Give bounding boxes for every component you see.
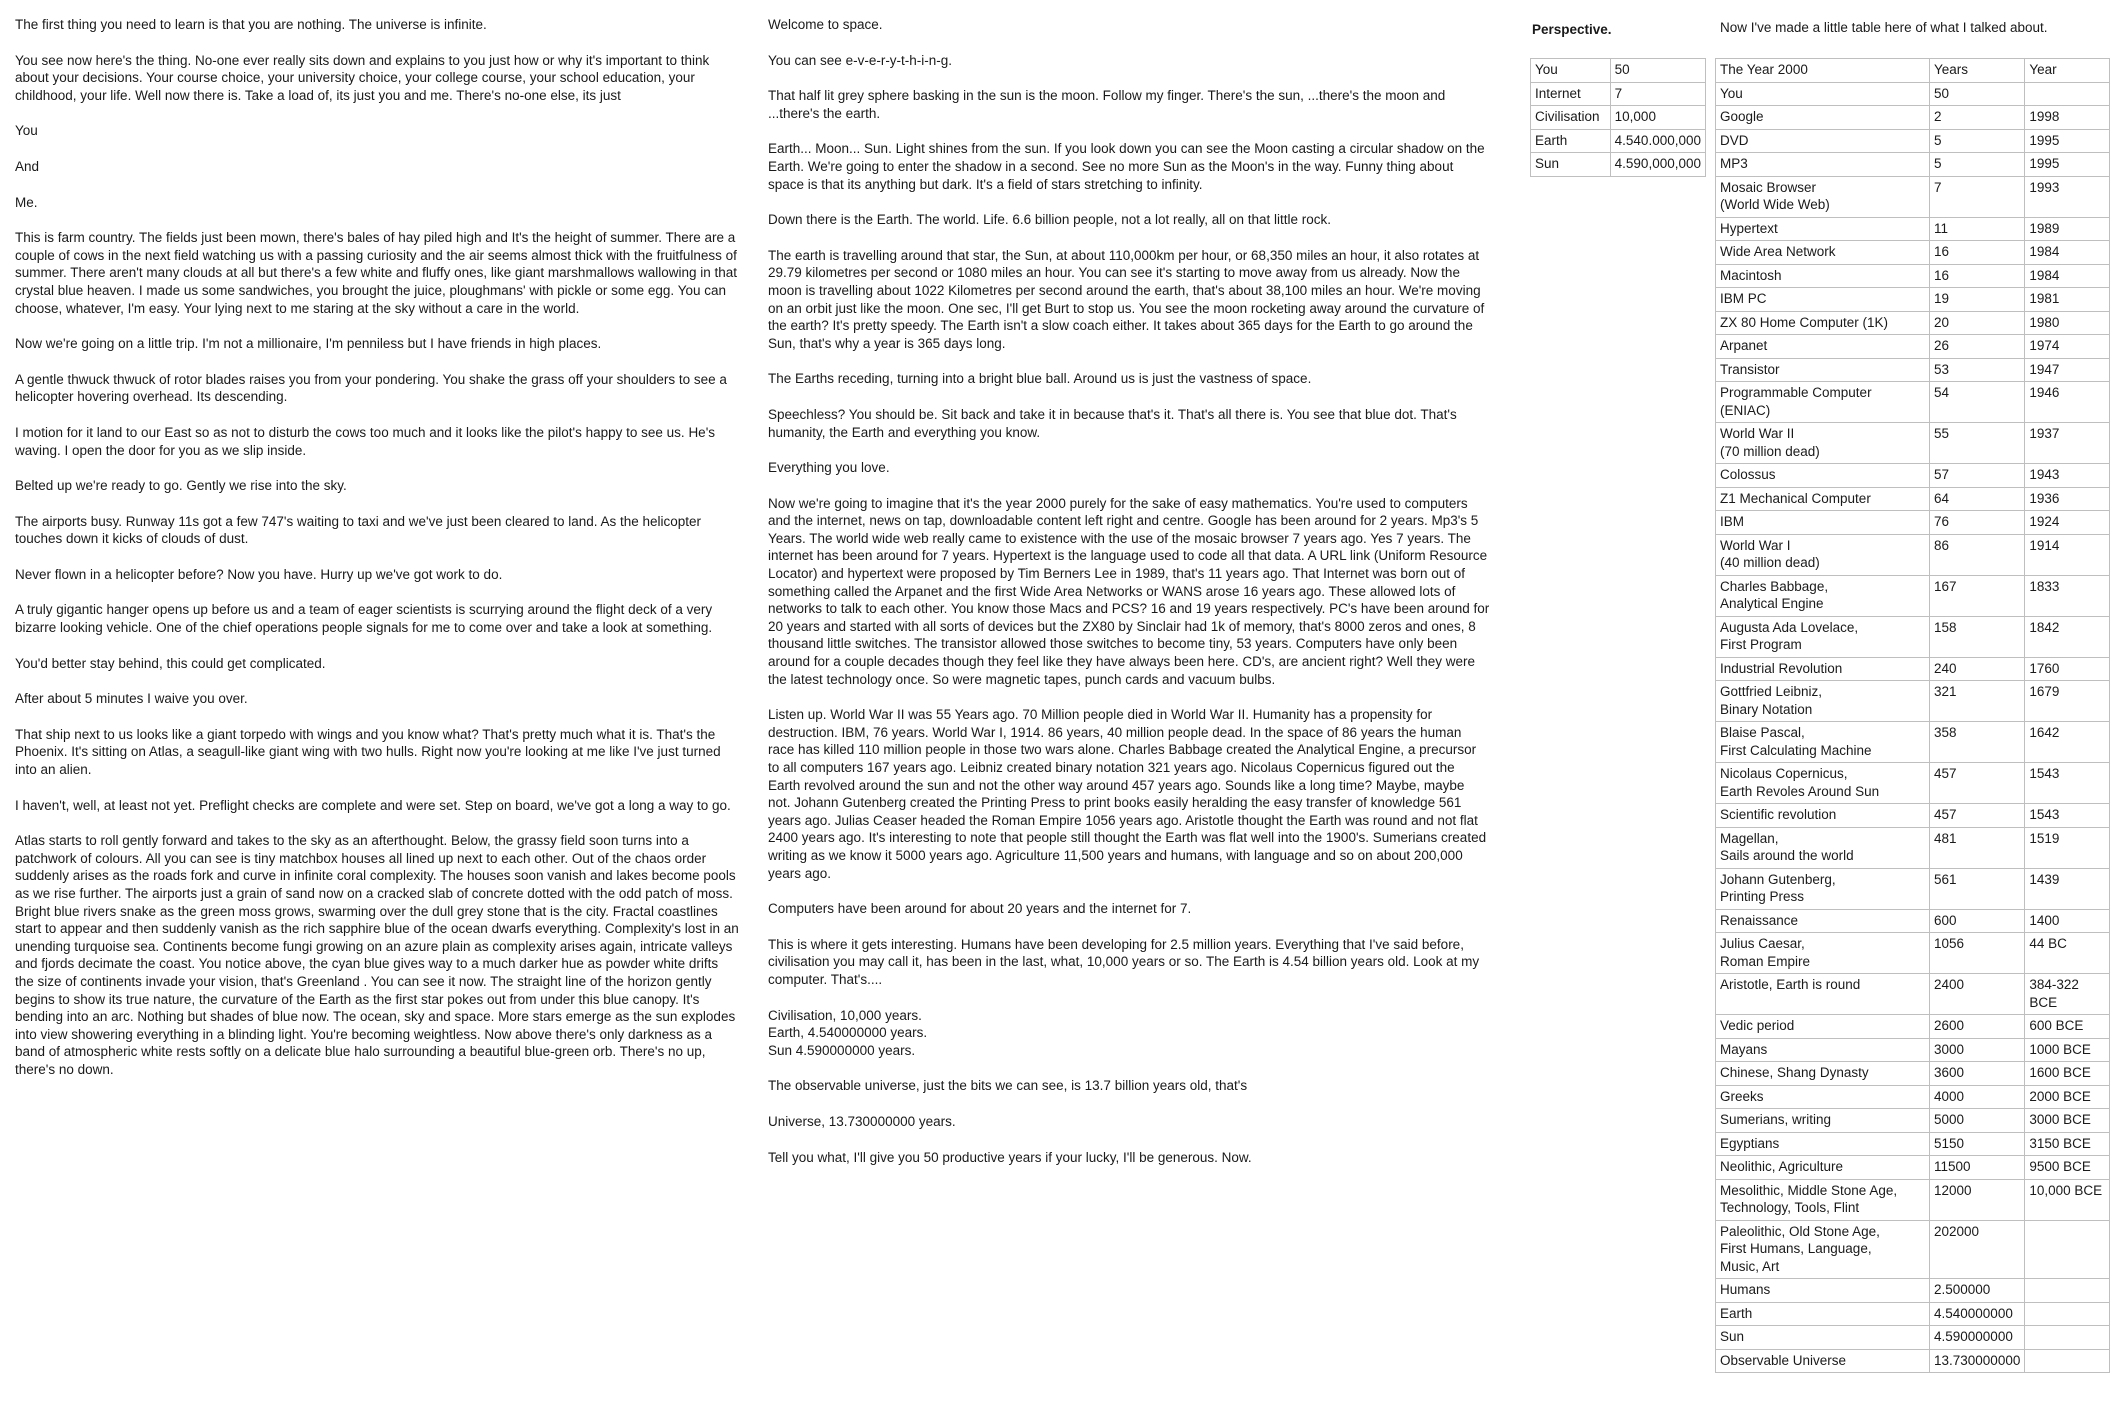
table-row (1716, 264, 2110, 288)
paragraph: Atlas starts to roll gently forward and takes to the sky as an afterthought. Below, the grassy field soon turns into a patchwork of colours. All you can see is tiny matchbox houses all lined up next to each other. Out of the chaos order suddenly arises as the roads fork and curve in infinite coral complexity. The houses soon vanish and lakes become pools as we rise further. The airports just a grain of sand now on a cracked slab of concrete dotted with the odd patch of moss. Bright blue rivers snake as the green moss grows, swarming over the dull grey stone that is the city. Fractal coastlines start to appear and then suddenly vanish as the rich sapphire blue of the ocean dwarfs everything. Complexity's lost in an unending turquoise sea. Continents become fungi growing on an azure plain as complexity arises again, intricate valleys and fjords decimate the coast. You notice above, the cyan blue gives way to a much darker hue as powder white drifts the size of continents invade your vision, that's Greenland . You can see it now. The straight line of the horizon gently begins to show its true nature, the curvature of the Earth as the first star pokes out from under this blue canopy. It's bending into an arc. Nothing but shades of blue now. The ocean, sky and space. More stars emerge as the sun explodes into view showering everything in a blinding light. You're becoming weightless. Now above there's only darkness as a band of atmospheric white rests softly on a delicate blue halo surrounding a beautiful blue-green orb. There's no up, there's no down. (15, 833, 739, 1077)
table-row (1716, 1015, 2110, 1039)
paragraph: The airports busy. Runway 11s got a few 747's waiting to taxi and we've just been cleared to land. As the helicopter touches down it kicks of clouds of dust. (15, 513, 702, 547)
table-cell: Programmable Computer (ENIAC) (1716, 382, 1930, 423)
table-cell: 1943 (2025, 464, 2110, 488)
table-cell: Years (1930, 59, 2025, 83)
table-cell: 10,000 (1610, 106, 1705, 130)
table-cell: 11500 (1930, 1156, 2025, 1180)
paragraph: Speechless? You should be. Sit back and take it in because that's it. That's all there is. You see that blue dot. That's humanity, the Earth and everything you know. (768, 406, 1457, 440)
table-cell: Sumerians, writing (1716, 1109, 1930, 1133)
table-cell: The Year 2000 (1716, 59, 1930, 83)
paragraph: That half lit grey sphere basking in the sun is the moon. Follow my finger. There's the sun, ...there's the moon and ...there's the earth. (768, 88, 1446, 121)
table-cell: 53 (1930, 358, 2025, 382)
table-cell: Paleolithic, Old Stone Age, First Humans, Language, Music, Art (1716, 1220, 1930, 1279)
table-row (1716, 423, 2110, 464)
paragraph: I haven't, well, at least not yet. Preflight checks are complete and were set. Step on board, we've got a long a way to go. (15, 797, 731, 813)
table-cell: 5 (1930, 129, 2025, 153)
table-row (1716, 575, 2110, 616)
table-cell: Blaise Pascal, First Calculating Machine (1716, 722, 1930, 763)
table-row (1716, 382, 2110, 423)
table-cell: World War I (40 million dead) (1716, 534, 1930, 575)
table-cell: 2600 (1930, 1015, 2025, 1039)
table-cell: 1989 (2025, 217, 2110, 241)
table-cell: You (1531, 59, 1611, 83)
table-cell: 7 (1610, 82, 1705, 106)
table-row (1716, 1349, 2110, 1373)
table-row (1716, 464, 2110, 488)
table-row (1716, 153, 2110, 177)
table-cell (2025, 1349, 2110, 1373)
table-cell: Mosaic Browser (World Wide Web) (1716, 176, 1930, 217)
table-cell: 481 (1930, 827, 2025, 868)
table-cell: 202000 (1930, 1220, 2025, 1279)
table-cell: 1993 (2025, 176, 2110, 217)
table-cell: 3150 BCE (2025, 1132, 2110, 1156)
table-cell: 1439 (2025, 868, 2110, 909)
table-row (1716, 1279, 2110, 1303)
table-cell: 600 (1930, 909, 2025, 933)
table-row (1716, 868, 2110, 909)
table-row (1716, 1179, 2110, 1220)
years-table-title: Now I've made a little table here of what I talked about. (1720, 20, 2048, 35)
paragraph: After about 5 minutes I waive you over. (15, 691, 248, 707)
table-cell: Chinese, Shang Dynasty (1716, 1062, 1930, 1086)
paragraph: Welcome to space. (768, 17, 883, 32)
paragraph: And (15, 158, 40, 174)
table-cell: 1543 (2025, 804, 2110, 828)
table-cell: Transistor (1716, 358, 1930, 382)
table-row (1716, 1220, 2110, 1279)
table-cell: Julius Caesar, Roman Empire (1716, 933, 1930, 974)
table-row (1716, 82, 2110, 106)
table-cell: Mayans (1716, 1038, 1930, 1062)
table-row (1716, 176, 2110, 217)
table-cell: 2.500000 (1930, 1279, 2025, 1303)
table-cell: 3000 (1930, 1038, 2025, 1062)
table-row (1716, 534, 2110, 575)
table-row (1716, 288, 2110, 312)
table-cell (2025, 1302, 2110, 1326)
table-cell: 2 (1930, 106, 2025, 130)
table-cell: 1914 (2025, 534, 2110, 575)
table-cell: Observable Universe (1716, 1349, 1930, 1373)
table-cell: 158 (1930, 616, 2025, 657)
table-cell: 1842 (2025, 616, 2110, 657)
table-cell: 1984 (2025, 241, 2110, 265)
table-cell: Colossus (1716, 464, 1930, 488)
table-cell: Earth (1716, 1302, 1930, 1326)
table-cell: 240 (1930, 657, 2025, 681)
table-cell: 1056 (1930, 933, 2025, 974)
paragraph: The Earths receding, turning into a bright blue ball. Around us is just the vastness of space. (768, 371, 1312, 387)
table-cell: 5150 (1930, 1132, 2025, 1156)
table-row (1716, 1109, 2110, 1133)
paragraph: Tell you what, I'll give you 50 productive years if your lucky, I'll be generous. Now. (768, 1149, 1252, 1165)
table-row (1531, 153, 1706, 177)
table-cell: World War II (70 million dead) (1716, 423, 1930, 464)
table-row (1716, 335, 2110, 359)
table-cell: Industrial Revolution (1716, 657, 1930, 681)
table-row (1531, 106, 1706, 130)
table-cell: 1995 (2025, 129, 2110, 153)
table-cell: 1946 (2025, 382, 2110, 423)
table-row (1716, 681, 2110, 722)
table-cell: Greeks (1716, 1085, 1930, 1109)
table-cell: 1937 (2025, 423, 2110, 464)
table-cell: 321 (1930, 681, 2025, 722)
paragraph: This is farm country. The fields just been mown, there's bales of hay piled high and It's the height of summer. There are a couple of cows in the next field watching us with a passing curiosity and the air seems almost thick with the fruitfulness of summer. There aren't many clouds at all but there's a few white and fluffy ones, like giant marshmallows wallowing in that crystal blue heaven. I made us some sandwiches, you brought the juice, ploughmans' with pickle or some egg. You can choose, whatever, I'm easy. Your lying next to me staring at the sky without a care in the world. (15, 230, 738, 316)
table-cell: 1995 (2025, 153, 2110, 177)
table-cell: 3600 (1930, 1062, 2025, 1086)
table-row (1716, 763, 2110, 804)
paragraph: This is where it gets interesting. Humans have been developing for 2.5 million years. Everything that I've said before, civilisation you may call it, has been in the last, what, 10,000 years or so. The Earth is 4.54 billion years old. Look at my computer. That's.... (768, 936, 1480, 987)
table-cell: 54 (1930, 382, 2025, 423)
paragraph: Listen up. World War II was 55 Years ago. 70 Million people died in World War II. Humanity has a propensity for destruction. IBM, 76 years. World War I, 1914. 86 years, 40 million people dead. In the space of 86 years the human race has killed 110 million people in those two wars alone. Charles Babbage created the Analytical Engine, a precursor to all computers 167 years ago. Leibniz created binary notation 321 years ago. Nicolaus Copernicus figured out the Earth revolved around the sun and not the other way around 457 years ago. Sounds like a long time? Maybe, maybe not. Johann Gutenberg created the Printing Press to print books easily heralding the easy transfer of knowledge 561 years ago. Julias Ceaser headed the Roman Empire 1056 years ago. Aristotle thought the Earth was round and not flat 2400 years ago. It's interesting to note that people still thought the Earth was flat well into the 1900's. Sumerians created writing as we know it 5000 years ago. Agriculture 11,500 years and humans, with language and so on about 200,000 years ago. (768, 707, 1487, 881)
table-cell: Vedic period (1716, 1015, 1930, 1039)
table-cell: 50 (1610, 59, 1705, 83)
table-cell: 1981 (2025, 288, 2110, 312)
table-cell: Augusta Ada Lovelace, First Program (1716, 616, 1930, 657)
table-cell: Wide Area Network (1716, 241, 1930, 265)
table-cell: 44 BC (2025, 933, 2110, 974)
table-cell: Sun (1531, 153, 1611, 177)
table-row (1716, 1156, 2110, 1180)
table-row (1531, 129, 1706, 153)
table-cell: Z1 Mechanical Computer (1716, 487, 1930, 511)
table-cell: Sun (1716, 1326, 1930, 1350)
table-cell: Charles Babbage, Analytical Engine (1716, 575, 1930, 616)
paragraph: You see now here's the thing. No-one ever really sits down and explains to you just how or why it's important to think about your decisions. Your course choice, your university choice, your college course, your school education, your childhood, your life. Well now there is. Take a load of, its just you and me. There's no-one else, its just (15, 52, 710, 103)
table-cell: Gottfried Leibniz, Binary Notation (1716, 681, 1930, 722)
table-cell: 86 (1930, 534, 2025, 575)
table-cell: IBM (1716, 511, 1930, 535)
table-cell: Johann Gutenberg, Printing Press (1716, 868, 1930, 909)
table-row (1716, 1038, 2110, 1062)
table-cell: Civilisation (1531, 106, 1611, 130)
table-cell: You (1716, 82, 1930, 106)
table-cell: 7 (1930, 176, 2025, 217)
paragraph: Civilisation, 10,000 years. Earth, 4.540000000 years. Sun 4.590000000 years. (768, 1007, 928, 1058)
table-row (1716, 1326, 2110, 1350)
table-cell: 64 (1930, 487, 2025, 511)
table-cell: 1760 (2025, 657, 2110, 681)
table-row (1716, 311, 2110, 335)
table-cell: 1980 (2025, 311, 2110, 335)
paragraph: You (15, 123, 38, 139)
paragraph: Down there is the Earth. The world. Life. 6.6 billion people, not a lot really, all on that little rock. (768, 212, 1332, 228)
table-cell: Egyptians (1716, 1132, 1930, 1156)
paragraph: Belted up we're ready to go. Gently we rise into the sky. (15, 478, 347, 494)
table-cell: Scientific revolution (1716, 804, 1930, 828)
table-cell: 1833 (2025, 575, 2110, 616)
paragraph: I motion for it land to our East so as not to disturb the cows too much and it looks like the pilot's happy to see us. He's waving. I open the door for you as we slip inside. (15, 424, 716, 458)
table-cell: 16 (1930, 241, 2025, 265)
table-cell: 50 (1930, 82, 2025, 106)
table-cell: 76 (1930, 511, 2025, 535)
paragraph: You can see e-v-e-r-y-t-h-i-n-g. (768, 52, 953, 68)
table-row (1716, 974, 2110, 1015)
table-row (1716, 511, 2110, 535)
table-cell: Aristotle, Earth is round (1716, 974, 1930, 1015)
table-cell: 5 (1930, 153, 2025, 177)
paragraph: That ship next to us looks like a giant torpedo with wings and you know what? That's pretty much what it is. That's the Phoenix. It's sitting on Atlas, a seagull-like giant wing with two hulls. Right now you're looking at me like I've just turned into an alien. (15, 726, 721, 778)
table-cell: Neolithic, Agriculture (1716, 1156, 1930, 1180)
table-row (1531, 82, 1706, 106)
table-row (1716, 722, 2110, 763)
table-cell: 1543 (2025, 763, 2110, 804)
table-row (1716, 358, 2110, 382)
paragraph: The earth is travelling around that star, the Sun, at about 110,000km per hour, or 68,350 miles an hour, it also rotates at 29.79 kilometres per second or 1080 miles an hour. You can see it's starting to move away from us already. Now the moon is travelling about 1022 Kilometres per second around the earth, that's about 38,100 miles an hour. We're moving on an orbit just like the moon. One sec, I'll get Burt to stop us. You see the moon rocketing away around the curvature of the earth? It's pretty speedy. The Earth isn't a slow coach either. It takes about 365 days for the Earth to go around the Sun, that's why a year is 365 days long. (768, 247, 1485, 351)
table-row (1716, 933, 2110, 974)
table-row (1716, 487, 2110, 511)
table-cell: 26 (1930, 335, 2025, 359)
paragraph: Never flown in a helicopter before? Now you have. Hurry up we've got work to do. (15, 566, 503, 582)
table-cell: Macintosh (1716, 264, 1930, 288)
paragraph: A gentle thwuck thwuck of rotor blades raises you from your pondering. You shake the grass off your shoulders to see a helicopter hovering overhead. Its descending. (15, 371, 727, 405)
table-row (1716, 1302, 2110, 1326)
table-row (1716, 657, 2110, 681)
table-cell: Arpanet (1716, 335, 1930, 359)
table-cell: 1679 (2025, 681, 2110, 722)
table-cell: 1642 (2025, 722, 2110, 763)
table-cell: 13.730000000 (1930, 1349, 2025, 1373)
table-cell: 600 BCE (2025, 1015, 2110, 1039)
table-cell: 4.590000000 (1930, 1326, 2025, 1350)
table-row (1716, 241, 2110, 265)
table-cell: 4000 (1930, 1085, 2025, 1109)
table-cell: 1984 (2025, 264, 2110, 288)
paragraph: A truly gigantic hanger opens up before us and a team of eager scientists is scurrying around the flight deck of a very bizarre looking vehicle. One of the chief operations people signals for me to come over and take a look at something. (15, 602, 713, 636)
table-row (1716, 217, 2110, 241)
table-cell: 20 (1930, 311, 2025, 335)
table-cell: Year (2025, 59, 2110, 83)
table-row (1716, 1132, 2110, 1156)
table-cell: 167 (1930, 575, 2025, 616)
table-cell: 5000 (1930, 1109, 2025, 1133)
table-cell: 1974 (2025, 335, 2110, 359)
table-cell: ZX 80 Home Computer (1K) (1716, 311, 1930, 335)
paragraph: Now we're going on a little trip. I'm not a millionaire, I'm penniless but I have friends in high places. (15, 336, 602, 352)
table-row (1716, 59, 2110, 83)
table-cell: 12000 (1930, 1179, 2025, 1220)
table-cell: Renaissance (1716, 909, 1930, 933)
table-cell: 1400 (2025, 909, 2110, 933)
table-cell: 1947 (2025, 358, 2110, 382)
table-cell: 55 (1930, 423, 2025, 464)
table-cell: 561 (1930, 868, 2025, 909)
table-row (1716, 1085, 2110, 1109)
table-cell: Internet (1531, 82, 1611, 106)
table-cell: 2400 (1930, 974, 2025, 1015)
paragraph: Now we're going to imagine that it's the year 2000 purely for the sake of easy mathematics. You're used to computers and the internet, news on tap, downloadable content left right and centre. Google has been around for 2 years. Mp3's 5 Years. The world wide web really came to existence with the use of the mosaic browser 7 years ago. Yes 7 years. The internet has been around for 7 years. Hypertext is the language used to code all that data. A URL link (Uniform Resource Locator) and hypertext were proposed by Tim Berners Lee in 1989, that's 11 years ago. That Internet was born out of something called the Arpanet and the first Wide Area Networks or WANS arose 16 years ago. These allowed lots of networks to talk to each other. You know those Macs and PCS? 16 and 19 years respectively. PC's have been around for 20 years and started with all sorts of devices but the ZX80 by Sinclair had 1k of memory, that's 8000 zeros and ones, 8 thousand little switches. The transistor allowed those switches to become tiny, 53 years. Computers have only been around for a couple decades though they feel like they have always been here. CD's, are ancient right? Well they were the latest technology once. So were magnetic tapes, punch cards and vacuum bulbs. (768, 495, 1490, 687)
table-row (1716, 106, 2110, 130)
table-cell: Magellan, Sails around the world (1716, 827, 1930, 868)
table-cell: 4.540.000,000 (1610, 129, 1705, 153)
paragraph: Me. (15, 194, 38, 210)
middle-text-column (768, 16, 1490, 1184)
table-cell: 457 (1930, 763, 2025, 804)
table-cell: 1519 (2025, 827, 2110, 868)
table-cell: 3000 BCE (2025, 1109, 2110, 1133)
table-cell: 1000 BCE (2025, 1038, 2110, 1062)
table-cell: 358 (1930, 722, 2025, 763)
table-cell (2025, 1326, 2110, 1350)
table-cell: 1600 BCE (2025, 1062, 2110, 1086)
table-cell: Hypertext (1716, 217, 1930, 241)
table-cell: MP3 (1716, 153, 1930, 177)
table-cell: Nicolaus Copernicus, Earth Revoles Around Sun (1716, 763, 1930, 804)
table-cell (2025, 82, 2110, 106)
paragraph: The observable universe, just the bits we can see, is 13.7 billion years old, that's (768, 1078, 1248, 1094)
paragraph: The first thing you need to learn is that you are nothing. The universe is infinite. (15, 17, 487, 32)
table-row (1716, 804, 2110, 828)
table-cell: 10,000 BCE (2025, 1179, 2110, 1220)
table-cell: 16 (1930, 264, 2025, 288)
paragraph: Computers have been around for about 20 years and the internet for 7. (768, 901, 1192, 917)
table-cell: 1924 (2025, 511, 2110, 535)
table-cell: Earth (1531, 129, 1611, 153)
table-row (1716, 1062, 2110, 1086)
table-row (1716, 827, 2110, 868)
table-cell: 57 (1930, 464, 2025, 488)
paragraph: Everything you love. (768, 460, 890, 476)
table-row (1716, 616, 2110, 657)
table-cell (2025, 1279, 2110, 1303)
table-cell: 9500 BCE (2025, 1156, 2110, 1180)
table-cell: 384-322 BCE (2025, 974, 2110, 1015)
left-text-column (15, 16, 740, 1097)
perspective-title: Perspective. (1532, 22, 1612, 37)
table-cell: DVD (1716, 129, 1930, 153)
table-cell: Mesolithic, Middle Stone Age, Technology, Tools, Flint (1716, 1179, 1930, 1220)
table-cell: 457 (1930, 804, 2025, 828)
table-row (1531, 59, 1706, 83)
table-cell: 2000 BCE (2025, 1085, 2110, 1109)
table-cell: 11 (1930, 217, 2025, 241)
table-cell: IBM PC (1716, 288, 1930, 312)
table-row (1716, 129, 2110, 153)
paragraph: You'd better stay behind, this could get complicated. (15, 655, 326, 671)
years-table (1715, 58, 2110, 1373)
table-cell: 19 (1930, 288, 2025, 312)
perspective-table (1530, 58, 1706, 177)
table-cell: 4.540000000 (1930, 1302, 2025, 1326)
table-cell: 4.590,000,000 (1610, 153, 1705, 177)
table-row (1716, 909, 2110, 933)
table-cell: Google (1716, 106, 1930, 130)
paragraph: Earth... Moon... Sun. Light shines from the sun. If you look down you can see the Moon casting a circular shadow on the Earth. We're going to enter the shadow in a second. See no more Sun as the Moon's in the way. Funny thing about space is that its anything but dark. It's a field of stars stretching to infinity. (768, 141, 1485, 192)
paragraph: Universe, 13.730000000 years. (768, 1113, 956, 1129)
table-cell: 1936 (2025, 487, 2110, 511)
table-cell: Humans (1716, 1279, 1930, 1303)
table-cell (2025, 1220, 2110, 1279)
table-cell: 1998 (2025, 106, 2110, 130)
